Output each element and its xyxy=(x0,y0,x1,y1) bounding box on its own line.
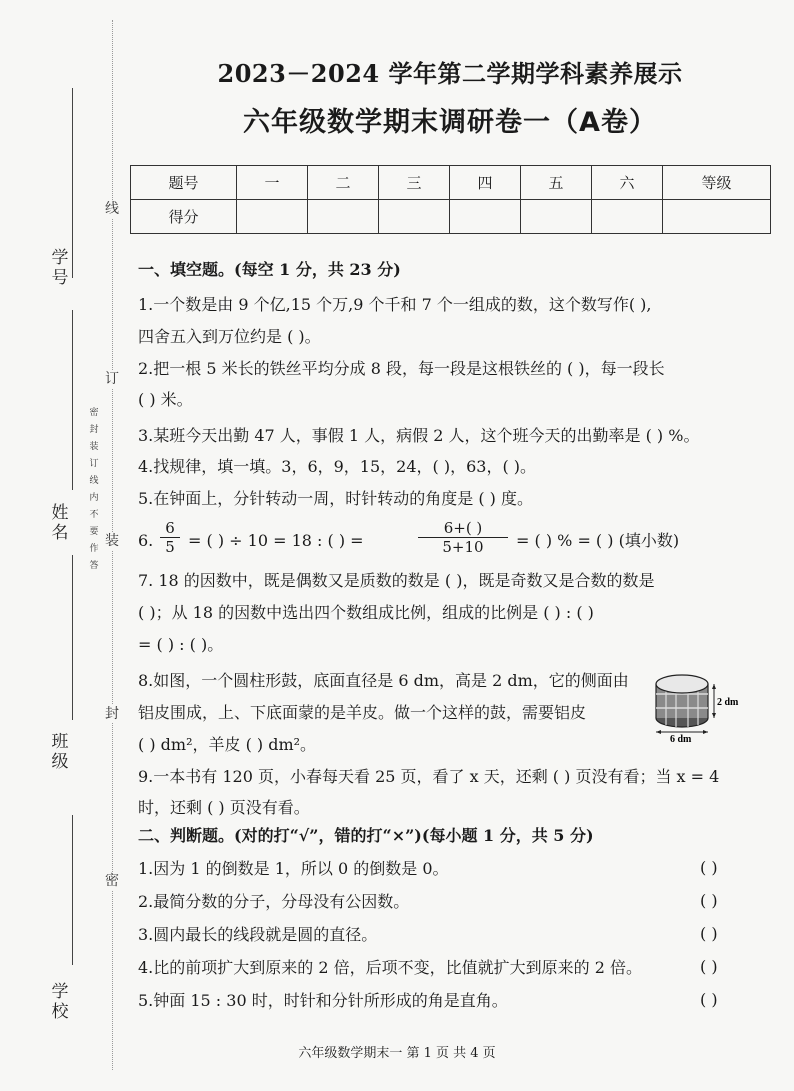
judge-answer-blank[interactable]: ( ) xyxy=(700,858,718,877)
section1-heading: 一、填空题。(每空 1 分，共 23 分) xyxy=(138,260,401,279)
drum-height-label: 2 dm xyxy=(717,697,739,708)
class-line xyxy=(72,555,73,720)
score-table-cell: 四 xyxy=(450,166,521,200)
question-line: 9.一本书有 120 页，小春每天看 25 页，看了 x 天，还剩 ( ) 页没有看；当 x = 4 xyxy=(138,767,720,786)
name-line xyxy=(72,310,73,490)
judge-item: 4.比的前项扩大到原来的 2 倍，后项不变，比值就扩大到原来的 2 倍。 xyxy=(138,958,642,977)
question-line: 5.在钟面上，分针转动一周，时针转动的角度是 ( ) 度。 xyxy=(138,489,534,508)
fraction-denominator: 5+10 xyxy=(418,537,508,556)
exam-title-line2: 六年级数学期末调研卷一（A卷） xyxy=(243,107,657,138)
exam-title-line1: 2023－2024 学年第二学期学科素养展示 xyxy=(217,59,683,88)
question-line: ( ) dm²，羊皮 ( ) dm²。 xyxy=(138,735,317,754)
score-table-cell: 题号 xyxy=(131,166,237,200)
question-line: 8.如图，一个圆柱形鼓，底面直径是 6 dm，高是 2 dm，它的侧面由 xyxy=(138,671,629,690)
fraction-numerator: 6+( ) xyxy=(443,519,483,537)
question-line: 2.把一根 5 米长的铁丝平均分成 8 段，每一段是这根铁丝的 ( )，每一段长 xyxy=(138,359,665,378)
name-label: 姓名 xyxy=(51,503,69,543)
cut-mark-line: 线 xyxy=(102,200,122,218)
student-id-label: 学号 xyxy=(51,248,69,288)
question-line: = ( ) : ( )。 xyxy=(138,635,224,654)
score-table xyxy=(130,165,771,234)
judge-item: 1.因为 1 的倒数是 1，所以 0 的倒数是 0。 xyxy=(138,859,449,878)
school-line xyxy=(72,815,73,965)
cut-mark-pack: 装 xyxy=(102,532,122,550)
arrow-head xyxy=(712,684,716,689)
score-table-cell: 六 xyxy=(592,166,663,200)
student-id-line xyxy=(72,88,73,278)
question-line: 3.某班今天出勤 47 人，事假 1 人，病假 2 人，这个班今天的出勤率是 ( ) %。 xyxy=(138,426,700,445)
fraction-sum xyxy=(418,519,508,556)
judge-answer-blank[interactable]: ( ) xyxy=(700,924,718,943)
score-table-score-row xyxy=(131,200,771,234)
question-6-number: 6. xyxy=(138,531,154,550)
judge-item: 3.圆内最长的线段就是圆的直径。 xyxy=(138,925,378,944)
section2-heading: 二、判断题。(对的打“√”，错的打“×”)(每小题 1 分，共 5 分) xyxy=(138,826,594,845)
judge-item: 2.最简分数的分子，分母没有公因数。 xyxy=(138,892,410,911)
question-line: 7. 18 的因数中，既是偶数又是质数的数是 ( )，既是奇数又是合数的数是 xyxy=(138,571,655,590)
score-input-cell[interactable] xyxy=(521,200,592,234)
fraction-denominator: 5 xyxy=(160,537,180,556)
score-input-cell[interactable] xyxy=(663,200,771,234)
question-6-part-b: = ( ) % = ( ) (填小数) xyxy=(516,531,680,550)
question-line: 四舍五入到万位约是 ( )。 xyxy=(138,327,321,346)
cut-mark-seal: 封 xyxy=(102,705,122,723)
arrow-head xyxy=(703,730,708,734)
score-table-cell: 等级 xyxy=(663,166,771,200)
score-table-cell: 一 xyxy=(237,166,308,200)
cut-mark-close: 密 xyxy=(102,872,122,890)
score-input-cell[interactable] xyxy=(308,200,379,234)
fraction-six-fifths xyxy=(160,519,180,556)
cut-mark-bind: 订 xyxy=(102,370,122,388)
judge-item: 5.钟面 15 : 30 时，时针和分针所形成的角是直角。 xyxy=(138,991,508,1010)
score-table-cell: 得分 xyxy=(131,200,237,234)
score-input-cell[interactable] xyxy=(450,200,521,234)
fraction-numerator: 6 xyxy=(165,519,175,537)
question-line: 时，还剩 ( ) 页没有看。 xyxy=(138,798,310,817)
seal-note: 密封装订线内不要作答 xyxy=(89,408,99,571)
judge-answer-blank[interactable]: ( ) xyxy=(700,990,718,1009)
school-label: 学校 xyxy=(51,982,69,1022)
score-input-cell[interactable] xyxy=(237,200,308,234)
question-6-part-a: = ( ) ÷ 10 = 18 : ( ) = xyxy=(188,531,364,550)
question-line: 4.找规律，填一填。3，6，9，15，24，( )，63，( )。 xyxy=(138,457,537,476)
score-table-cell: 三 xyxy=(379,166,450,200)
drum-top-ellipse xyxy=(656,675,708,693)
score-table-header-row xyxy=(131,166,771,200)
question-line: 1.一个数是由 9 个亿,15 个万,9 个千和 7 个一组成的数，这个数写作( ), xyxy=(138,295,652,314)
arrow-head xyxy=(656,730,661,734)
class-label: 班级 xyxy=(51,732,69,772)
score-table-cell: 五 xyxy=(521,166,592,200)
arrow-head xyxy=(712,713,716,718)
drum-diameter-label: 6 dm xyxy=(670,734,692,745)
judge-answer-blank[interactable]: ( ) xyxy=(700,891,718,910)
drum-figure xyxy=(652,666,762,746)
page-footer: 六年级数学期末一 第 1 页 共 4 页 xyxy=(298,1046,496,1061)
question-line: ( ) 米。 xyxy=(138,390,193,409)
score-input-cell[interactable] xyxy=(592,200,663,234)
question-line: ( )；从 18 的因数中选出四个数组成比例，组成的比例是 ( ) : ( ) xyxy=(138,603,594,622)
question-line: 铝皮围成，上、下底面蒙的是羊皮。做一个这样的鼓，需要铝皮 xyxy=(138,703,587,722)
score-input-cell[interactable] xyxy=(379,200,450,234)
judge-answer-blank[interactable]: ( ) xyxy=(700,957,718,976)
score-table-cell: 二 xyxy=(308,166,379,200)
